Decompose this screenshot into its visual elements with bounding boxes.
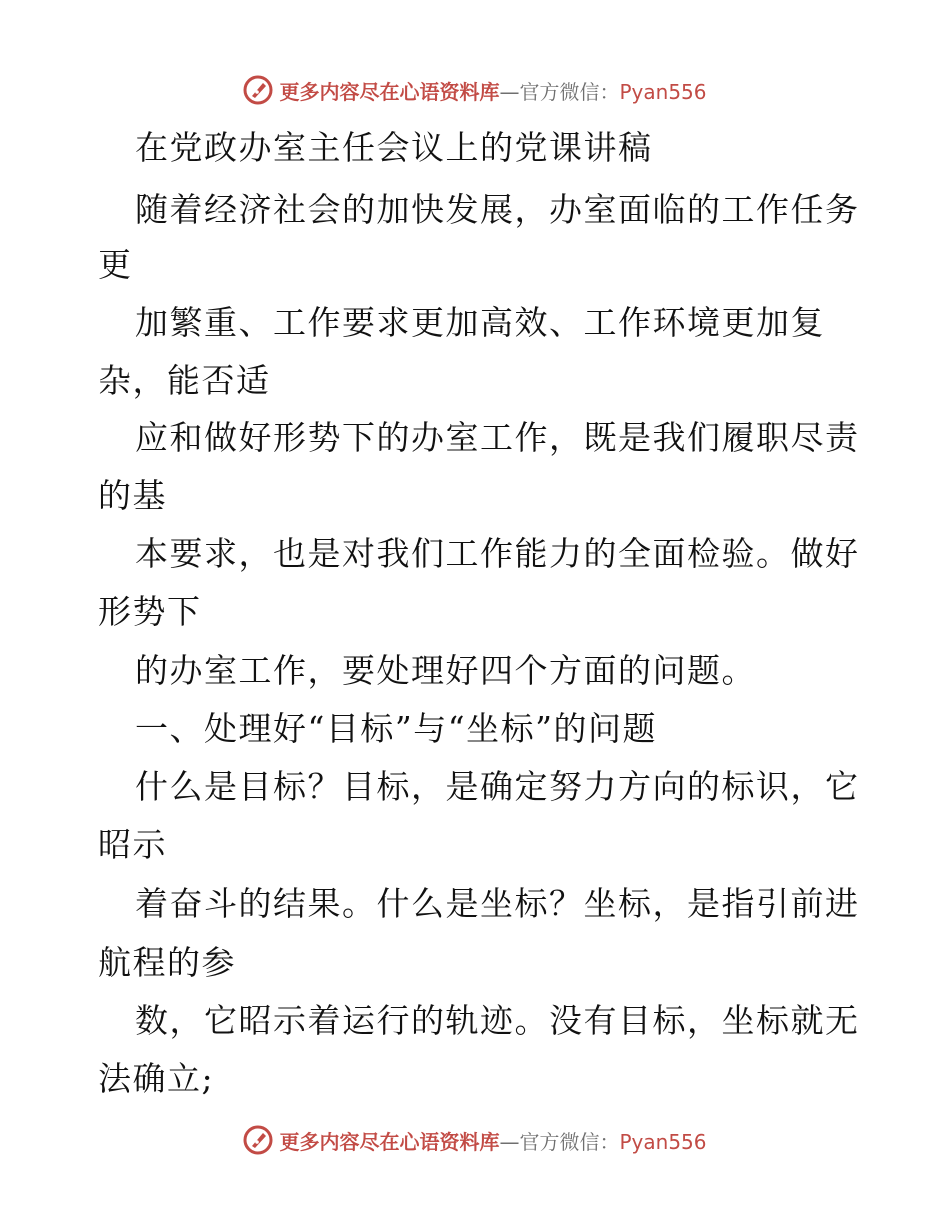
paragraph-line: 杂，能否适 <box>98 361 271 400</box>
section-heading: 一、处理好“目标”与“坐标”的问题 <box>135 709 657 748</box>
paragraph-line: 本要求，也是对我们工作能力的全面检验。做好 <box>135 534 860 573</box>
paragraph-line: 随着经济社会的加快发展，办室面临的工作任务 <box>135 190 860 229</box>
paragraph-line: 法确立; <box>98 1059 215 1098</box>
paragraph-line: 更 <box>98 245 133 284</box>
watermark-sub-text: —官方微信： <box>499 79 620 104</box>
watermark-id-text: Pyan556 <box>619 1129 707 1154</box>
paragraph-line: 加繁重、工作要求更加高效、工作环境更加复 <box>135 303 825 342</box>
pen-nib-icon <box>243 1125 273 1155</box>
paragraph-line: 着奋斗的结果。什么是坐标？坐标，是指引前进 <box>135 884 860 923</box>
footer-watermark <box>0 1120 950 1160</box>
paragraph-line: 的办室工作，要处理好四个方面的问题。 <box>135 651 756 690</box>
paragraph-line: 形势下 <box>98 592 202 631</box>
header-watermark <box>0 70 950 110</box>
paragraph-line: 的基 <box>98 476 167 515</box>
paragraph-line: 航程的参 <box>98 943 236 982</box>
paragraph-line: 应和做好形势下的办室工作，既是我们履职尽责 <box>135 418 860 457</box>
paragraph-line: 昭示 <box>98 825 167 864</box>
watermark-main-text: 更多内容尽在心语资料库 <box>279 79 500 104</box>
paragraph-line: 数，它昭示着运行的轨迹。没有目标，坐标就无 <box>135 1001 860 1040</box>
watermark-id-text: Pyan556 <box>619 79 707 104</box>
watermark-sub-text: —官方微信： <box>499 1129 620 1154</box>
watermark-main-text: 更多内容尽在心语资料库 <box>279 1129 500 1154</box>
pen-nib-icon <box>243 75 273 105</box>
paragraph-line: 什么是目标？目标，是确定努力方向的标识，它 <box>135 767 860 806</box>
watermark-text <box>279 76 706 105</box>
watermark-text <box>279 1126 706 1155</box>
document-title: 在党政办室主任会议上的党课讲稿 <box>135 128 653 167</box>
